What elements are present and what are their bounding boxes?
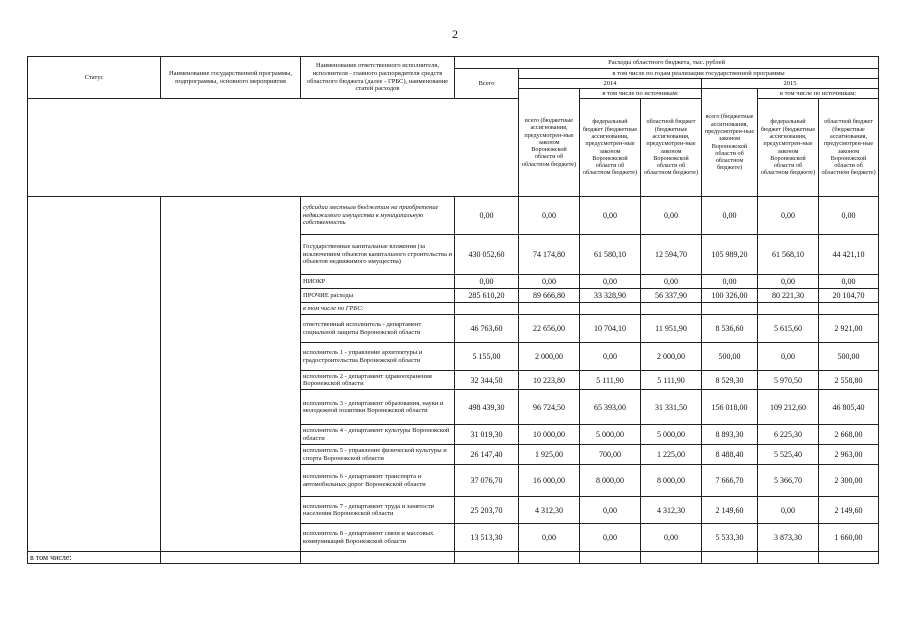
cell-y14: 4 312,30 (519, 497, 580, 524)
cell-y15r: 2 300,00 (819, 465, 879, 497)
cell-y14f: 33 328,90 (580, 289, 641, 303)
cell-y15: 156 018,00 (702, 390, 758, 425)
header-expenses: Расходы областного бюджета, тыс. рублей (455, 57, 879, 69)
footer-row (28, 552, 879, 564)
cell-y14f: 0,00 (580, 343, 641, 371)
footer-cell (702, 552, 758, 564)
cell-y14: 22 656,00 (519, 315, 580, 343)
cell-y14: 74 174,80 (519, 235, 580, 275)
cell-total: 5 155,00 (455, 343, 519, 371)
cell-y15r: 2 149,60 (819, 497, 879, 524)
cell-y15f: 3 873,30 (758, 524, 819, 552)
cell-y14f: 65 393,00 (580, 390, 641, 425)
cell-y15: 5 533,30 (702, 524, 758, 552)
cell-y15r (819, 303, 879, 315)
cell-y14f (580, 303, 641, 315)
row-label: ответственный исполнитель - департамент социальной защиты Воронежской области (301, 315, 455, 343)
cell-y14r: 5 000,00 (641, 425, 702, 445)
cell-y15r: 2 921,00 (819, 315, 879, 343)
cell-y15r: 0,00 (819, 275, 879, 289)
cell-y15f: 0,00 (758, 197, 819, 235)
cell-y14r: 0,00 (641, 197, 702, 235)
cell-y15: 500,00 (702, 343, 758, 371)
cell-y15: 2 149,60 (702, 497, 758, 524)
header-2014-federal: федеральный бюджет (бюджетные ассигнования, предусмотрен-ные законом Воронежской области об областном бюджете) (580, 99, 641, 197)
cell-total: 430 052,60 (455, 235, 519, 275)
cell-y15: 0,00 (702, 275, 758, 289)
cell-y14r: 8 000,00 (641, 465, 702, 497)
header-status: Статус (28, 57, 161, 99)
header-total: Всего (455, 69, 519, 99)
cell-y14 (519, 303, 580, 315)
cell-y15f: 5 366,70 (758, 465, 819, 497)
cell-y14r: 1 225,00 (641, 445, 702, 465)
row-label: субсидии местным бюджетам на приобретение недвижимого имущества в муниципальную собственность (301, 197, 455, 235)
cell-total: 13 513,30 (455, 524, 519, 552)
cell-y15f: 5 970,50 (758, 371, 819, 390)
cell-y15r: 500,00 (819, 343, 879, 371)
cell-total: 26 147,40 (455, 445, 519, 465)
cell-y14f: 61 580,10 (580, 235, 641, 275)
cell-y15r: 2 558,80 (819, 371, 879, 390)
cell-y14: 0,00 (519, 524, 580, 552)
header-2014-regional: областной бюджет (бюджетные ассигнования, предусмотрен-ные законом Воронежской области об областном бюджете) (641, 99, 702, 197)
cell-y14f: 0,00 (580, 497, 641, 524)
cell-y14r: 0,00 (641, 275, 702, 289)
cell-y14: 2 000,00 (519, 343, 580, 371)
cell-y14r: 31 331,50 (641, 390, 702, 425)
cell-y15f: 80 221,30 (758, 289, 819, 303)
cell-y15f: 0,00 (758, 343, 819, 371)
cell-y15f: 5 525,40 (758, 445, 819, 465)
cell-y15r: 46 805,40 (819, 390, 879, 425)
cell-y14: 1 925,00 (519, 445, 580, 465)
cell-y14f: 8 000,00 (580, 465, 641, 497)
cell-total: 0,00 (455, 275, 519, 289)
header-year-2015: 2015 (702, 79, 879, 89)
cell-y14f: 0,00 (580, 275, 641, 289)
row-label: исполнитель 1 - управление архитектуры и градостроительства Воронежской области (301, 343, 455, 371)
cell-y15f: 109 212,60 (758, 390, 819, 425)
cell-y15r: 2 963,00 (819, 445, 879, 465)
row-label: ПРОЧИЕ расходы (301, 289, 455, 303)
cell-y15r: 2 668,00 (819, 425, 879, 445)
budget-table (27, 56, 879, 564)
header-spacer (28, 99, 519, 197)
row-label: Государственные капитальные вложения (за исключением объектов капитального строительства и объектов недвижимого имущества) (301, 235, 455, 275)
cell-y14f: 5 000,00 (580, 425, 641, 445)
cell-y14f: 0,00 (580, 197, 641, 235)
cell-y14: 10 223,80 (519, 371, 580, 390)
header-2015-federal: федеральный бюджет (бюджетные ассигнования, предусмотрен-ные законом Воронежской области об областном бюджете) (758, 99, 819, 197)
cell-y15f: 0,00 (758, 275, 819, 289)
footer-cell (819, 552, 879, 564)
cell-y15r: 20 104,70 (819, 289, 879, 303)
cell-y15f: 0,00 (758, 497, 819, 524)
cell-y15: 8 536,60 (702, 315, 758, 343)
cell-y14r: 0,00 (641, 524, 702, 552)
header-by-years: в том числе по годам реализации государственной программы (519, 69, 879, 79)
row-label: исполнитель 7 - департамент труда и занятости населения Воронежской области (301, 497, 455, 524)
table-row (28, 197, 879, 235)
cell-y14: 0,00 (519, 275, 580, 289)
cell-y14f: 0,00 (580, 524, 641, 552)
cell-y14r: 56 337,90 (641, 289, 702, 303)
cell-total: 25 203,70 (455, 497, 519, 524)
cell-total: 37 076,70 (455, 465, 519, 497)
cell-y15: 7 666,70 (702, 465, 758, 497)
program-name-cell (161, 197, 301, 552)
footer-cell (455, 552, 519, 564)
footer-cell (641, 552, 702, 564)
row-label: в том числе по ГРБС: (301, 303, 455, 315)
header-2015-all: всего (бюджетные ассигнования, предусмотрен-ные законом Воронежской области об областном бюджете) (702, 89, 758, 197)
cell-y15: 8 893,30 (702, 425, 758, 445)
cell-y14: 10 000,00 (519, 425, 580, 445)
cell-y14f: 700,00 (580, 445, 641, 465)
footer-cell (580, 552, 641, 564)
row-label: исполнитель 6 - департамент транспорта и автомобильных дорог Воронежской области (301, 465, 455, 497)
footer-cell (301, 552, 455, 564)
cell-total: 0,00 (455, 197, 519, 235)
cell-total: 285 610,20 (455, 289, 519, 303)
cell-y15 (702, 303, 758, 315)
cell-y14: 96 724,50 (519, 390, 580, 425)
cell-total: 31 019,30 (455, 425, 519, 445)
cell-y14f: 10 704,10 (580, 315, 641, 343)
cell-y14: 0,00 (519, 197, 580, 235)
cell-y15f: 61 568,10 (758, 235, 819, 275)
row-label: исполнитель 2 - департамент здравоохранения Воронежской области (301, 371, 455, 390)
footer-cell (161, 552, 301, 564)
row-label: исполнитель 8 - департамент связи и массовых коммуникаций Воронежской области (301, 524, 455, 552)
footer-cell (758, 552, 819, 564)
cell-total: 46 763,60 (455, 315, 519, 343)
header-2014-by-sources: в том числе по источникам: (580, 89, 702, 99)
cell-total (455, 303, 519, 315)
header-year-2014: 2014 (519, 79, 702, 89)
row-label: исполнитель 5 - управление физической культуры и спорта Воронежской области (301, 445, 455, 465)
cell-y15f: 6 225,30 (758, 425, 819, 445)
cell-y15: 0,00 (702, 197, 758, 235)
cell-total: 32 344,50 (455, 371, 519, 390)
cell-y14r: 5 111,90 (641, 371, 702, 390)
cell-y14: 89 666,80 (519, 289, 580, 303)
cell-y15: 8 529,30 (702, 371, 758, 390)
cell-y14r (641, 303, 702, 315)
cell-y14r: 4 312,30 (641, 497, 702, 524)
header-executor: Наименование ответственного исполнителя, исполнителя - главного распорядителя средств областного бюджета (далее - ГРБС), наименование статей расходов (301, 57, 455, 99)
cell-y14: 16 000,00 (519, 465, 580, 497)
footer-label: в том числе: (28, 552, 161, 564)
header-2014-all: всего (бюджетные ассигнования, предусмотрен-ные законом Воронежской области об областном бюджете) (519, 89, 580, 197)
cell-y14r: 11 951,90 (641, 315, 702, 343)
cell-y15: 8 488,40 (702, 445, 758, 465)
header-2015-by-sources: в том числе по источникам: (758, 89, 879, 99)
cell-y15f (758, 303, 819, 315)
cell-y14r: 2 000,00 (641, 343, 702, 371)
cell-y15r: 0,00 (819, 197, 879, 235)
status-cell (28, 197, 161, 552)
cell-total: 498 439,30 (455, 390, 519, 425)
cell-y15r: 1 660,00 (819, 524, 879, 552)
cell-y14f: 5 111,90 (580, 371, 641, 390)
footer-cell (519, 552, 580, 564)
cell-y14r: 12 594,70 (641, 235, 702, 275)
header-program-name: Наименование государственной программы, подпрограммы, основного мероприятия (161, 57, 301, 99)
cell-y15: 105 989,20 (702, 235, 758, 275)
cell-y15f: 5 615,60 (758, 315, 819, 343)
row-label: исполнитель 4 - департамент культуры Воронежской области (301, 425, 455, 445)
header-2015-regional: областной бюджет (бюджетные ассигнования, предусмотрен-ные законом Воронежской области об областном бюджете) (819, 99, 879, 197)
page-number: 2 (452, 27, 458, 41)
row-label: исполнитель 3 - департамент образования, науки и молодежной политики Воронежской области (301, 390, 455, 425)
row-label: НИОКР (301, 275, 455, 289)
cell-y15r: 44 421,10 (819, 235, 879, 275)
cell-y15: 100 326,00 (702, 289, 758, 303)
